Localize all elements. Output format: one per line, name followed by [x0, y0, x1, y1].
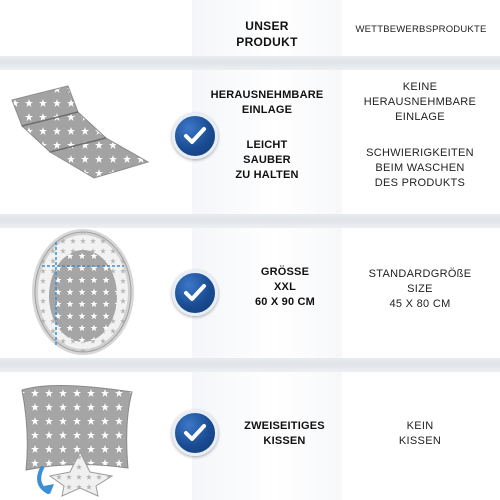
checkmark-icon [172, 270, 218, 316]
row3-our-feature: ZWEISEITIGES KISSEN [244, 420, 325, 447]
baby-nest-image [28, 226, 138, 356]
folded-mattress-image [8, 82, 168, 182]
row-divider [0, 56, 500, 70]
row-divider [0, 358, 500, 372]
competitor-header: WETTBEWERBSPRODUKTE [355, 24, 487, 35]
row1-our-feature: HERAUSNEHMBARE EINLAGE [210, 89, 324, 116]
row1-our-feature-2: LEICHT SAUBER ZU HALTEN [235, 139, 299, 181]
row1-competitor-feature: KEINE HERAUSNEHMBARE EINLAGE [363, 81, 477, 123]
row3-competitor-feature: KEIN KISSEN [398, 420, 442, 447]
pillow-image [14, 372, 164, 497]
row2-competitor-feature: STANDARDGRÖßE SIZE 45 X 80 CM [368, 268, 472, 310]
our-product-header: UNSER PRODUKT [236, 19, 298, 49]
row2-our-feature: GRÖSSE XXL 60 X 90 CM [254, 266, 316, 308]
row1-competitor-feature-2: SCHWIERIGKEITEN BEIM WASCHEN DES PRODUKTS [366, 147, 474, 189]
checkmark-icon [172, 410, 218, 456]
